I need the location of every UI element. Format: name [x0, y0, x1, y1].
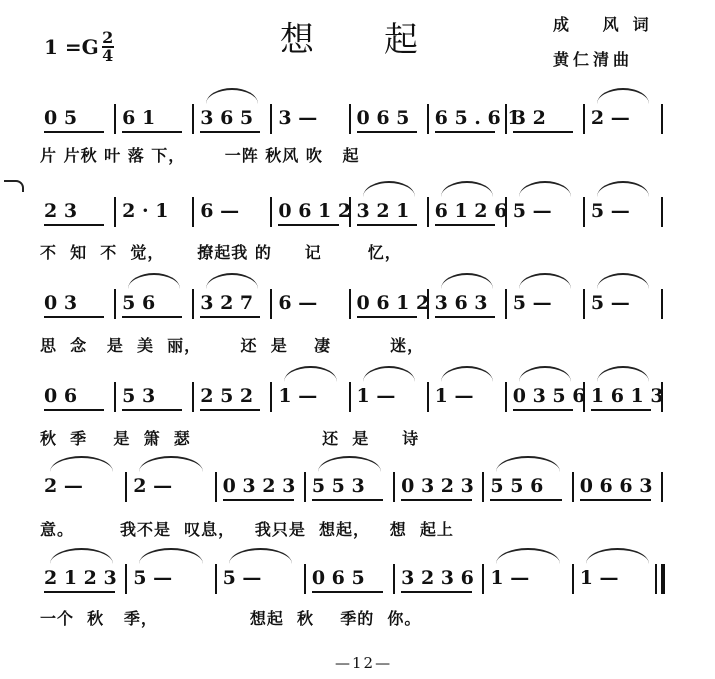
bar-line: [215, 472, 217, 502]
beam-underline: [513, 409, 573, 411]
measure-notes: 6 5 . 6 1: [434, 107, 521, 129]
time-denominator: 4: [102, 46, 114, 65]
slur-arc: [441, 273, 493, 289]
bar-line: [427, 104, 429, 134]
page-number: —12—: [335, 654, 393, 672]
slur-arc: [128, 273, 180, 289]
measure-notes: 0 3 2 3: [222, 475, 296, 497]
bar-line: [192, 104, 194, 134]
measure-notes: 1 6 1 3: [590, 385, 664, 407]
bar-line: [192, 289, 194, 319]
final-bar-line: [655, 564, 657, 594]
beam-underline: [44, 591, 115, 593]
tie-hook-mark: [4, 180, 24, 192]
measure-notes: 0 6 5: [311, 567, 365, 589]
beam-underline: [44, 131, 104, 133]
measure-notes: 2 3: [44, 200, 78, 222]
slur-arc: [50, 456, 113, 472]
slur-arc: [284, 366, 336, 382]
bar-line: [192, 382, 194, 412]
time-signature: [102, 30, 114, 64]
bar-line: [114, 197, 116, 227]
beam-underline: [435, 131, 495, 133]
bar-line: [393, 564, 395, 594]
measure-notes: 5 6: [122, 292, 156, 314]
slur-arc: [519, 181, 571, 197]
measure-notes: 5 —: [512, 200, 552, 222]
beam-underline: [401, 591, 472, 593]
bar-line: [482, 564, 484, 594]
bar-line: [572, 564, 574, 594]
beam-underline: [513, 131, 573, 133]
measure-notes: 6 —: [278, 292, 318, 314]
lyric-line-6: 一个 秋 季， 想起 秋 季的 你。: [40, 609, 422, 628]
beam-underline: [122, 316, 182, 318]
slur-arc: [586, 548, 649, 564]
measure-notes: 5 —: [590, 200, 630, 222]
measure-notes: 3 2 1: [356, 200, 410, 222]
beam-underline: [580, 499, 651, 501]
staff-row-4: [40, 380, 675, 420]
slur-arc: [441, 181, 493, 197]
lyric-line-5: 意。 我不是 叹息， 我只是 想起， 想 起上: [40, 520, 454, 539]
bar-line: [304, 472, 306, 502]
bar-line: [125, 564, 127, 594]
staff-row-1: [40, 102, 675, 142]
slur-arc: [441, 366, 493, 382]
beam-underline: [122, 409, 182, 411]
slur-arc: [139, 456, 202, 472]
bar-line: [427, 382, 429, 412]
slur-arc: [597, 273, 649, 289]
beam-underline: [200, 409, 260, 411]
slur-arc: [206, 88, 258, 104]
slur-arc: [597, 181, 649, 197]
measure-notes: 6 1 2 6: [434, 200, 508, 222]
bar-line: [661, 197, 663, 227]
song-title: 想起: [280, 20, 488, 60]
measure-notes: 2 5 2: [200, 385, 254, 407]
slur-arc: [206, 273, 258, 289]
beam-underline: [401, 499, 472, 501]
measure-notes: 0 3 2 3: [401, 475, 474, 497]
slur-arc: [318, 456, 381, 472]
measure-notes: 3 2 3 6: [401, 567, 474, 589]
beam-underline: [312, 591, 383, 593]
beam-underline: [223, 499, 294, 501]
bar-line: [270, 104, 272, 134]
bar-line: [661, 289, 663, 319]
measure-notes: 2 · 1: [122, 200, 169, 222]
bar-line: [583, 104, 585, 134]
slur-arc: [363, 366, 415, 382]
staff-row-5: [40, 470, 675, 510]
bar-line: [505, 382, 507, 412]
measure-notes: 5 —: [590, 292, 630, 314]
measure-notes: 0 3: [44, 292, 78, 314]
slur-arc: [597, 366, 649, 382]
measure-notes: 2 —: [133, 475, 173, 497]
slur-arc: [363, 181, 415, 197]
measure-notes: 0 6 6 3: [579, 475, 653, 497]
lyric-line-1: 片 片秋 叶 落 下， 一阵 秋风 吹 起: [40, 146, 360, 165]
lyricist-credit: 成 风词: [553, 15, 663, 34]
measure-notes: 3 6 5: [200, 107, 254, 129]
beam-underline: [44, 224, 104, 226]
measure-notes: 6 —: [200, 200, 240, 222]
bar-line: [583, 197, 585, 227]
beam-underline: [44, 316, 104, 318]
beam-underline: [435, 224, 495, 226]
beam-underline: [44, 409, 104, 411]
beam-underline: [591, 409, 651, 411]
lyric-line-2: 不 知 不 觉， 撩起我 的 记 忆，: [40, 243, 402, 262]
bar-line: [349, 289, 351, 319]
measure-notes: 5 —: [512, 292, 552, 314]
beam-underline: [490, 499, 561, 501]
staff-row-3: [40, 287, 675, 327]
slur-arc: [519, 273, 571, 289]
measure-notes: 0 6 1 2: [278, 200, 352, 222]
beam-underline: [200, 316, 260, 318]
measure-notes: 5 —: [222, 567, 262, 589]
beam-underline: [435, 316, 495, 318]
bar-line: [572, 472, 574, 502]
measure-notes: 1 —: [490, 567, 530, 589]
measure-notes: 5 3: [122, 385, 156, 407]
composer-credit: 黄仁清曲: [553, 50, 634, 69]
measure-notes: 3 2 7: [200, 292, 254, 314]
measure-notes: 0 6: [44, 385, 78, 407]
bar-line: [114, 289, 116, 319]
bar-line: [215, 564, 217, 594]
bar-line: [661, 104, 663, 134]
measure-notes: 2 1 2 3: [44, 567, 117, 589]
measure-notes: 2 —: [44, 475, 83, 497]
bar-line: [661, 564, 665, 594]
measure-notes: 3 2: [512, 107, 546, 129]
bar-line: [114, 382, 116, 412]
measure-notes: 0 6 1 2: [356, 292, 430, 314]
bar-line: [505, 289, 507, 319]
slur-arc: [496, 456, 559, 472]
staff-row-6: [40, 562, 675, 602]
beam-underline: [278, 224, 338, 226]
bar-line: [125, 472, 127, 502]
slur-arc: [139, 548, 202, 564]
lyric-line-4: 秋 季 是 箫 瑟 还 是 诗: [40, 429, 420, 448]
slur-arc: [496, 548, 559, 564]
key-signature: [44, 30, 114, 64]
bar-line: [393, 472, 395, 502]
measure-notes: 5 5 6: [490, 475, 544, 497]
bar-line: [270, 382, 272, 412]
bar-line: [270, 289, 272, 319]
measure-notes: 2 —: [590, 107, 630, 129]
bar-line: [114, 104, 116, 134]
bar-line: [482, 472, 484, 502]
measure-notes: 0 5: [44, 107, 78, 129]
measure-notes: 1 —: [356, 385, 396, 407]
key-label: 1 =G: [44, 35, 99, 59]
bar-line: [304, 564, 306, 594]
bar-line: [349, 382, 351, 412]
beam-underline: [122, 131, 182, 133]
beam-underline: [357, 131, 417, 133]
slur-arc: [50, 548, 113, 564]
staff-row-2: [40, 195, 675, 235]
measure-notes: 0 3 5 6: [512, 385, 586, 407]
bar-line: [192, 197, 194, 227]
measure-notes: 1 —: [579, 567, 619, 589]
slur-arc: [597, 88, 649, 104]
bar-line: [349, 104, 351, 134]
measure-notes: 1 —: [278, 385, 318, 407]
bar-line: [270, 197, 272, 227]
slur-arc: [229, 548, 292, 564]
bar-line: [427, 197, 429, 227]
measure-notes: 6 1: [122, 107, 156, 129]
measure-notes: 5 5 3: [311, 475, 365, 497]
beam-underline: [200, 131, 260, 133]
lyric-line-3: 思 念 是 美 丽， 还 是 凄 迷，: [40, 336, 425, 355]
beam-underline: [357, 224, 417, 226]
measure-notes: 1 —: [434, 385, 474, 407]
beam-underline: [357, 316, 417, 318]
slur-arc: [519, 366, 571, 382]
time-numerator: 2: [102, 28, 114, 47]
measure-notes: 5 —: [133, 567, 173, 589]
measure-notes: 3 —: [278, 107, 318, 129]
measure-notes: 0 6 5: [356, 107, 410, 129]
measure-notes: 3 6 3: [434, 292, 488, 314]
bar-line: [661, 472, 663, 502]
bar-line: [583, 289, 585, 319]
beam-underline: [312, 499, 383, 501]
